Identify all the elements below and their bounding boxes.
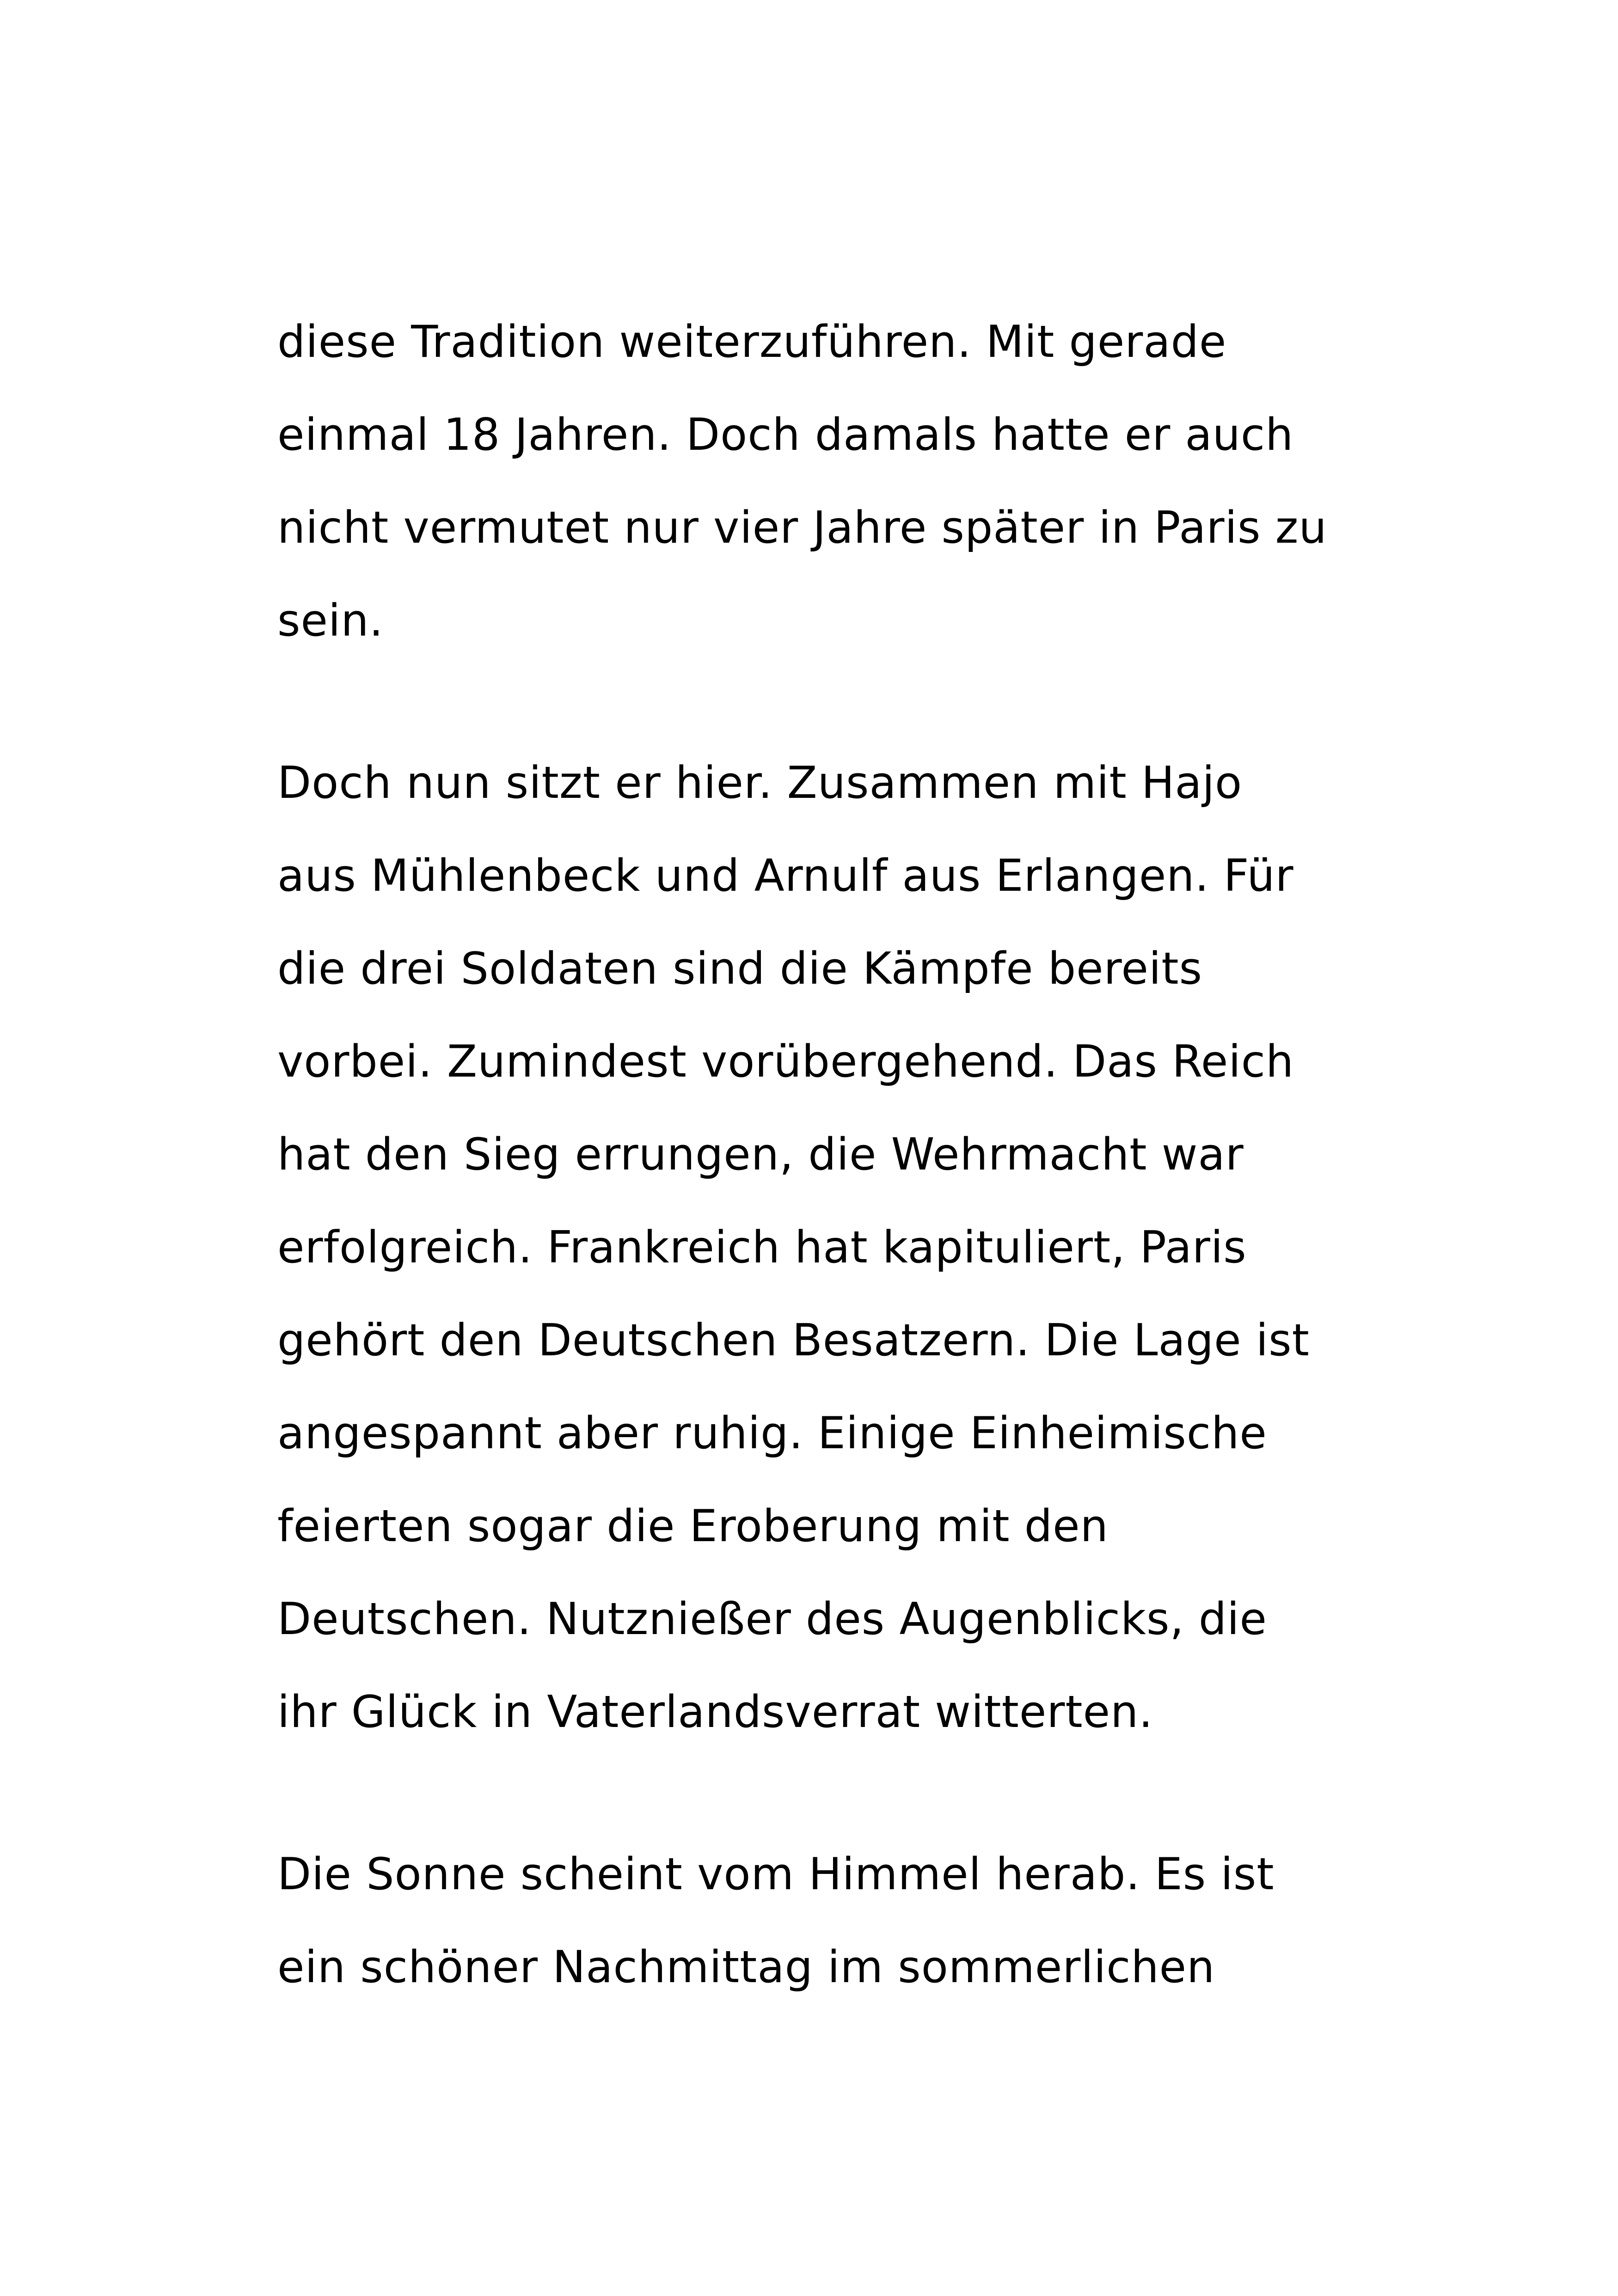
text-line: ein schöner Nachmittag im sommerlichen (277, 1942, 1215, 1993)
paragraph-gap (277, 667, 1387, 737)
text-line: die drei Soldaten sind die Kämpfe bereits (277, 943, 1203, 994)
paragraph-2 (277, 737, 1387, 1759)
text-line: angespannt aber ruhig. Einige Einheimische (277, 1408, 1267, 1459)
text-line: sein. (277, 595, 384, 646)
text-line: aus Mühlenbeck und Arnulf aus Erlangen. Für (277, 851, 1294, 901)
text-line: ihr Glück in Vaterlandsverrat witterten. (277, 1687, 1153, 1738)
text-line: Die Sonne scheint vom Himmel herab. Es ist (277, 1849, 1275, 1900)
text-line: Deutschen. Nutznießer des Augenblicks, die (277, 1594, 1267, 1645)
text-line: diese Tradition weiterzuführen. Mit gerade (277, 317, 1227, 367)
text-line: feierten sogar die Eroberung mit den (277, 1501, 1109, 1552)
text-line: erfolgreich. Frankreich hat kapituliert, Paris (277, 1222, 1247, 1273)
paragraph-gap (277, 1759, 1387, 1828)
text-line: nicht vermutet nur vier Jahre später in Paris zu (277, 502, 1327, 553)
text-line: hat den Sieg errungen, die Wehrmacht war (277, 1129, 1244, 1180)
text-line: vorbei. Zumindest vorübergehend. Das Reich (277, 1036, 1294, 1087)
text-line: einmal 18 Jahren. Doch damals hatte er auch (277, 410, 1294, 460)
text-line: gehört den Deutschen Besatzern. Die Lage ist (277, 1315, 1310, 1366)
paragraph-1 (277, 296, 1387, 667)
paragraph-3 (277, 1828, 1387, 2014)
text-line: Doch nun sitzt er hier. Zusammen mit Hajo (277, 758, 1243, 808)
body-text (277, 296, 1387, 2014)
